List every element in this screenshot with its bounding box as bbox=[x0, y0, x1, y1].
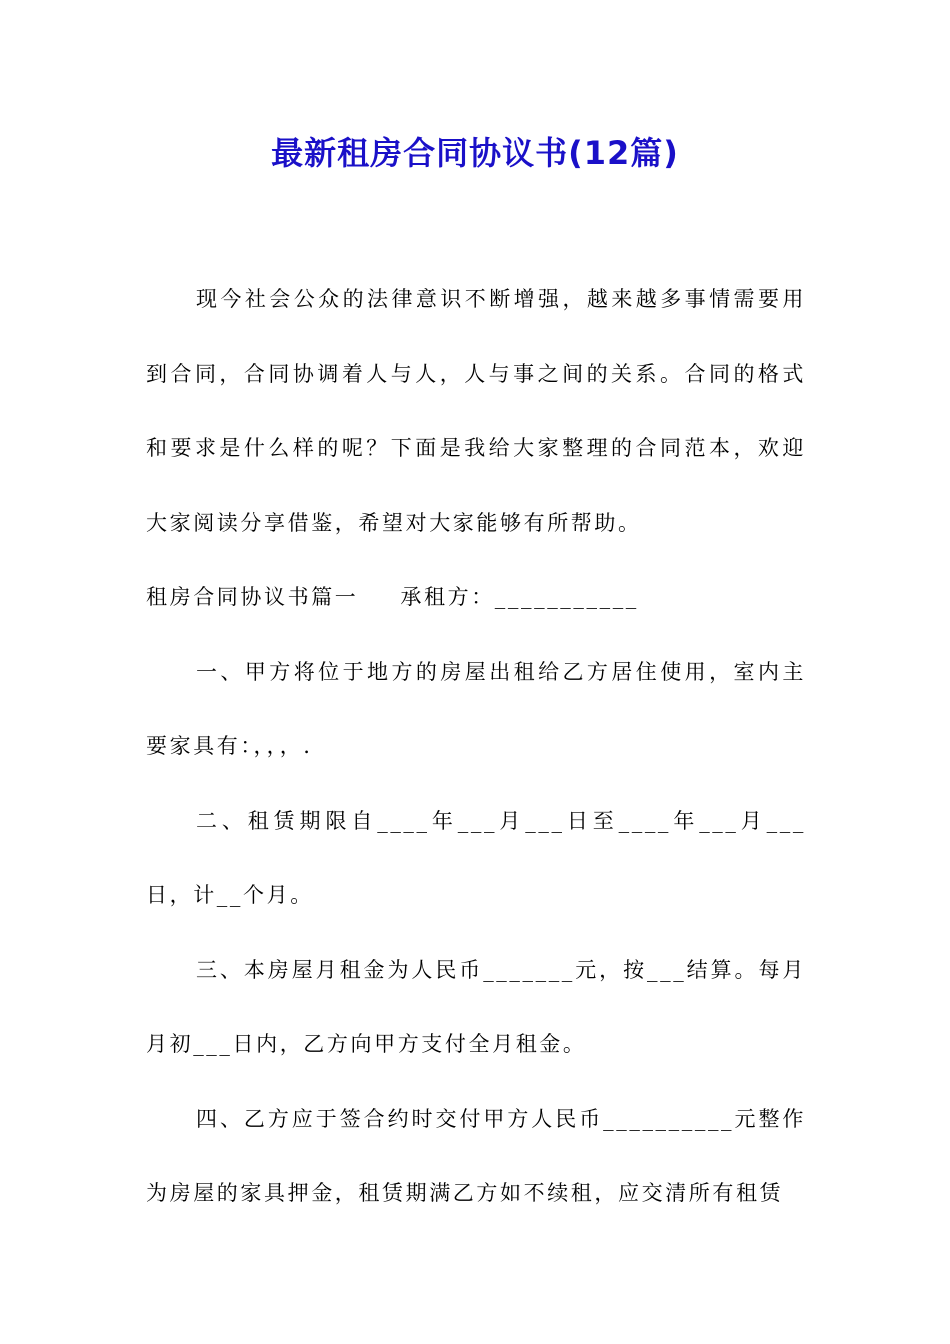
section-heading: 租房合同协议书篇一 bbox=[146, 585, 359, 609]
document-title: 最新租房合同协议书(12篇) bbox=[271, 134, 679, 172]
intro-paragraph: 现今社会公众的法律意识不断增强，越来越多事情需要用到合同，合同协调着人与人，人与事之间的关系。合同的格式和要求是什么样的呢？下面是我给大家整理的合同范本，欢迎大家阅读分享借鉴，希望对大家能够有所帮助。 bbox=[146, 287, 806, 535]
clause-2: 二、租赁期限自____年___月___日至____年___月___日，计__个月。 bbox=[146, 808, 806, 907]
clause-3: 三、本房屋月租金为人民币_______元，按___结算。每月月初___日内，乙方向甲方支付全月租金。 bbox=[146, 957, 806, 1056]
document-body bbox=[146, 262, 806, 1231]
section-heading-line bbox=[146, 560, 806, 635]
lessee-field: 承租方：___________ bbox=[400, 585, 639, 609]
clause-1: 一、甲方将位于地方的房屋出租给乙方居住使用，室内主要家具有：，，，. bbox=[146, 659, 806, 758]
clause-4: 四、乙方应于签合约时交付甲方人民币__________元整作为房屋的家具押金，租赁期满乙方如不续租，应交清所有租赁 bbox=[146, 1106, 806, 1205]
